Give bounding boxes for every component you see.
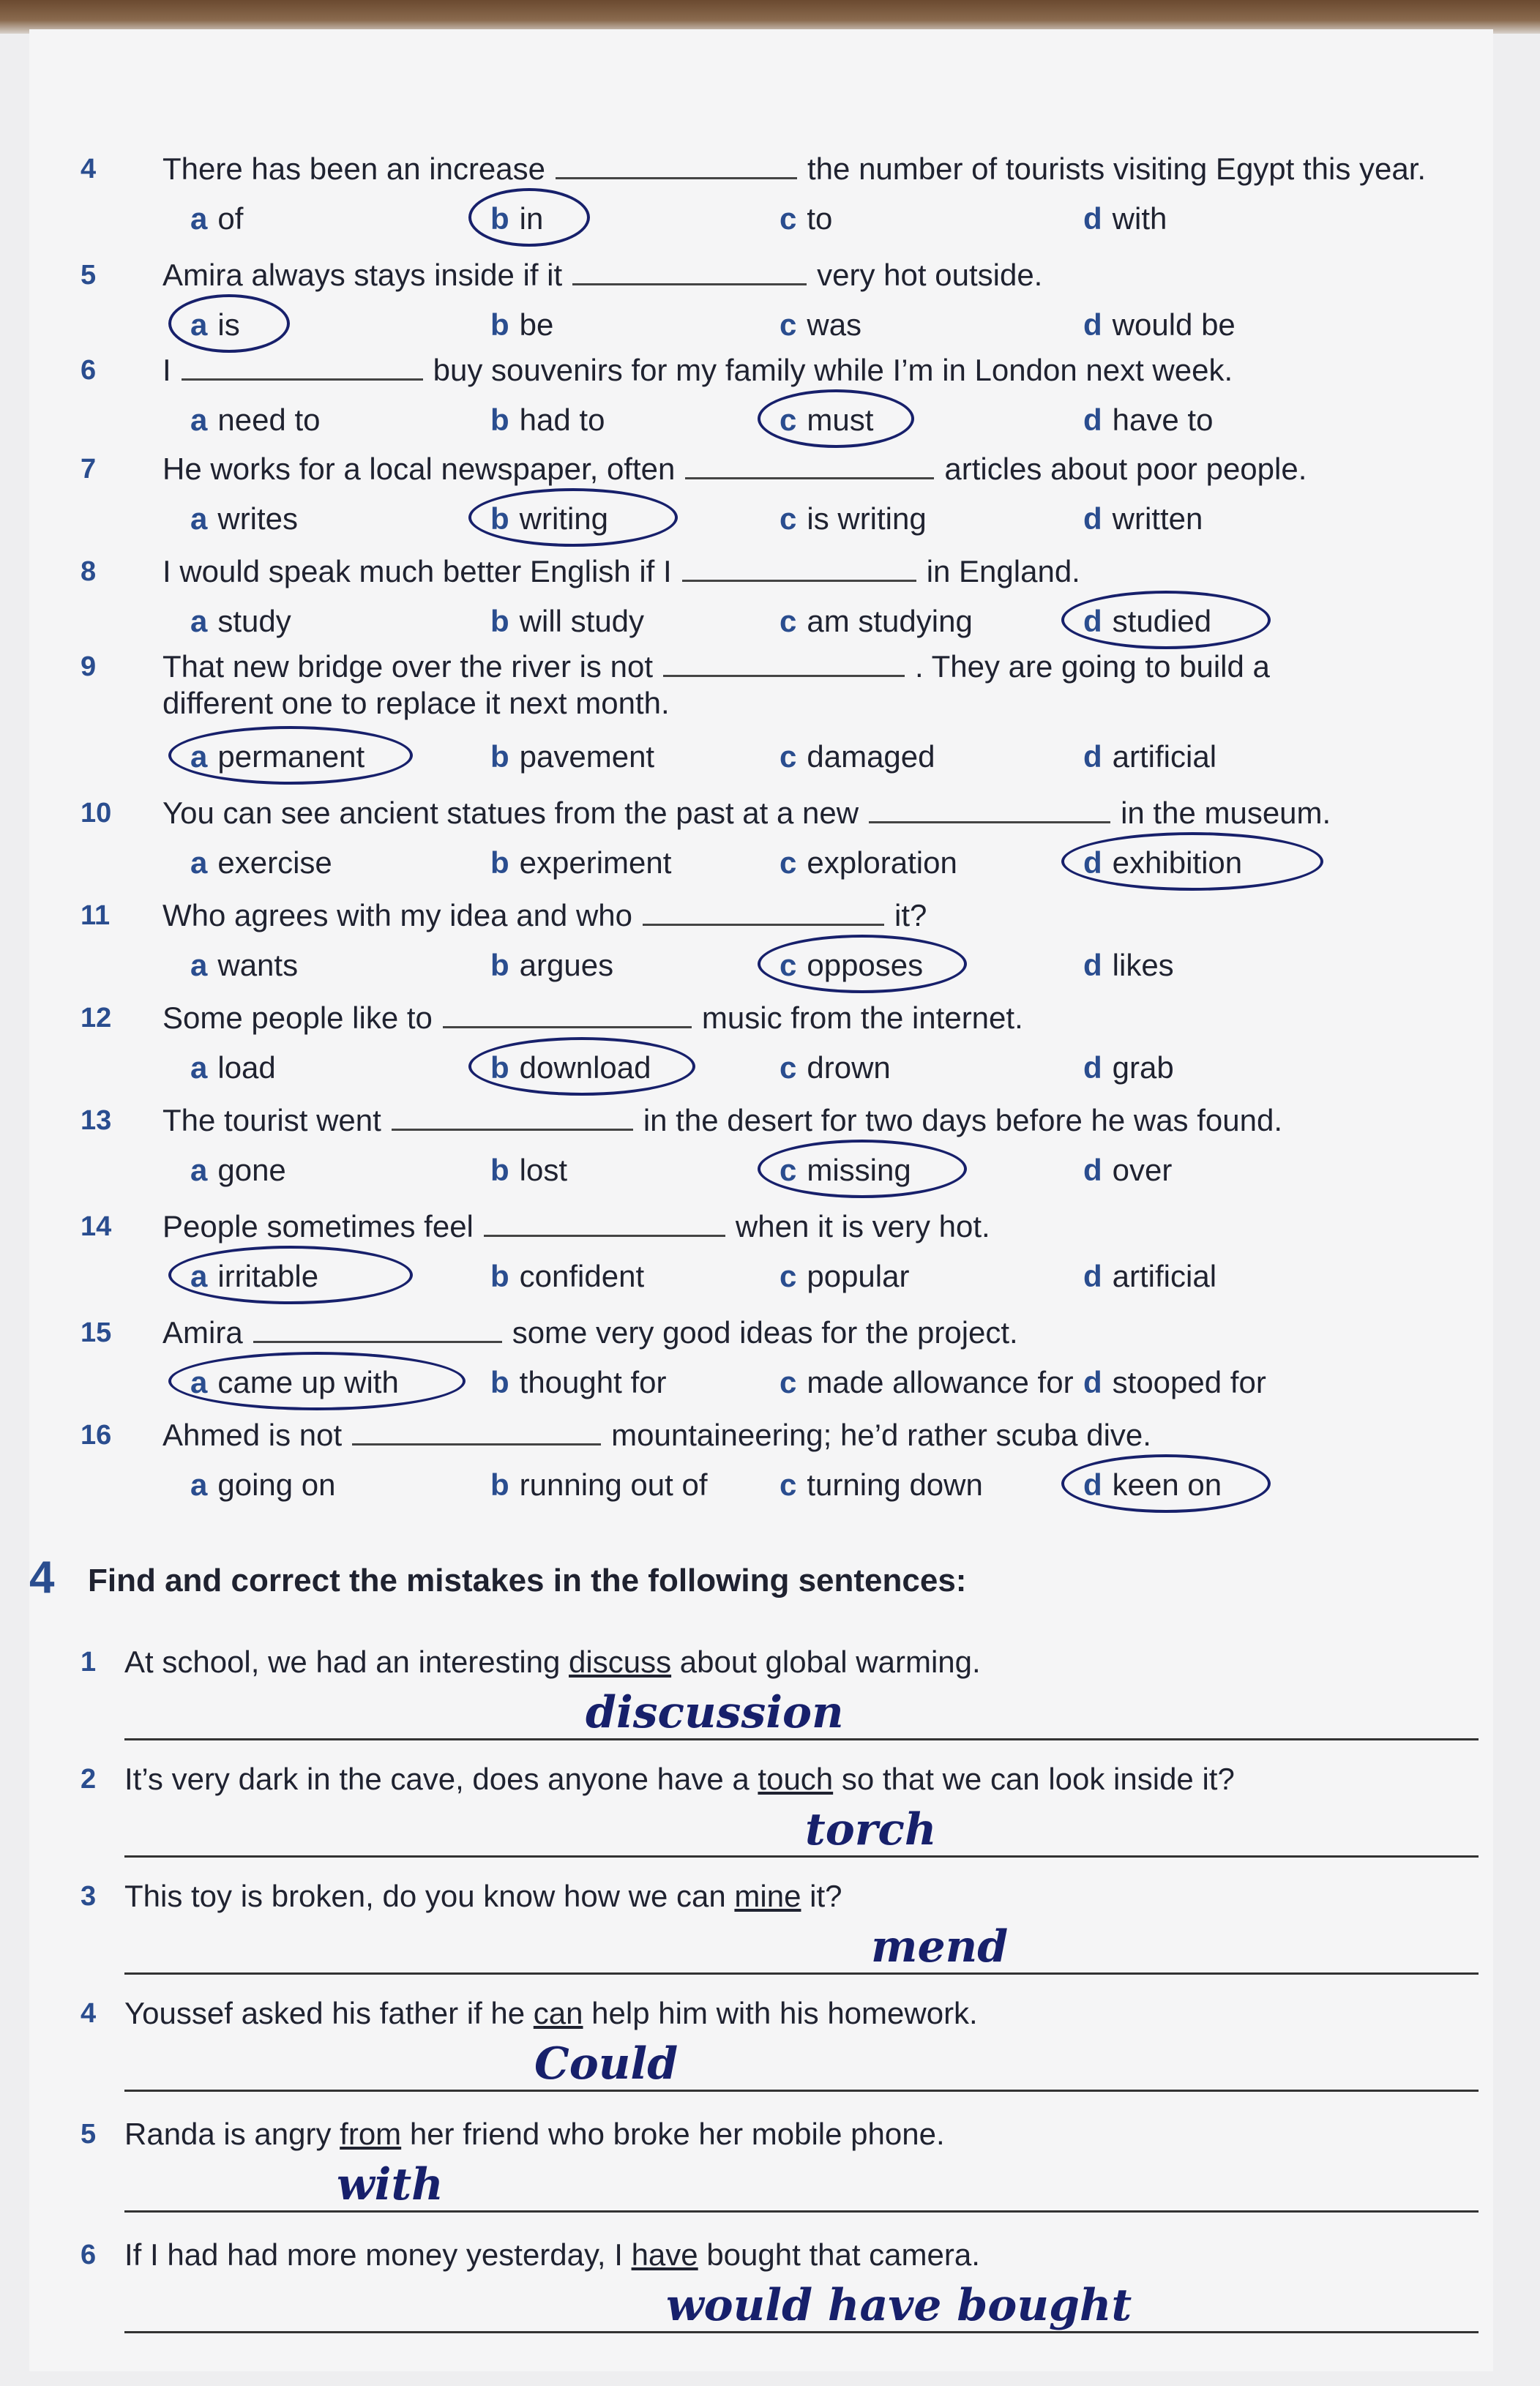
stem-before-blank: Who agrees with my idea and who xyxy=(162,898,632,932)
mistake-word: mine xyxy=(734,1879,801,1913)
option-c[interactable] xyxy=(780,604,973,639)
option-letter: b xyxy=(490,604,509,638)
option-text: download xyxy=(519,1050,651,1085)
stem-before-blank: People sometimes feel xyxy=(162,1209,474,1244)
option-b[interactable] xyxy=(490,739,654,774)
option-b[interactable] xyxy=(490,1467,708,1503)
option-text: made allowance for xyxy=(807,1365,1074,1399)
correction-line[interactable] xyxy=(124,2331,1479,2333)
option-d[interactable] xyxy=(1083,501,1203,536)
option-letter: a xyxy=(190,1365,208,1399)
stem-before-blank: Amira xyxy=(162,1315,243,1350)
stem-before-blank: Some people like to xyxy=(162,1001,433,1035)
option-d[interactable] xyxy=(1083,1050,1174,1085)
option-letter: d xyxy=(1083,948,1102,982)
sentence-text xyxy=(124,1647,981,1678)
question-number: 4 xyxy=(81,154,97,184)
sentence-number: 3 xyxy=(81,1881,97,1912)
option-letter: d xyxy=(1083,201,1102,236)
option-a[interactable] xyxy=(190,845,332,880)
question-number: 5 xyxy=(81,260,97,291)
option-d[interactable] xyxy=(1083,307,1236,343)
option-text: going on xyxy=(217,1467,336,1502)
question-number: 9 xyxy=(81,651,97,682)
option-text: am studying xyxy=(807,604,973,638)
stem-after-blank: music from the internet. xyxy=(701,1001,1023,1035)
option-text: artificial xyxy=(1112,1259,1217,1293)
stem-continuation: different one to replace it next month. xyxy=(162,686,670,720)
option-letter: c xyxy=(780,403,797,437)
question-number: 7 xyxy=(81,454,97,485)
sentence-number: 4 xyxy=(81,1998,97,2029)
section-number: 4 xyxy=(29,1552,55,1603)
handwritten-correction: mend xyxy=(871,1921,1009,1972)
option-letter: c xyxy=(780,1153,797,1187)
option-text: to xyxy=(807,201,833,236)
stem-before-blank: Ahmed is not xyxy=(162,1418,343,1452)
option-text: writing xyxy=(519,501,609,536)
option-text: thought for xyxy=(519,1365,667,1399)
option-text: had to xyxy=(519,403,605,437)
option-text: would be xyxy=(1112,307,1236,342)
question-stem xyxy=(162,798,1331,829)
question-stem xyxy=(162,154,1426,184)
option-text: load xyxy=(217,1050,276,1085)
option-text: must xyxy=(807,403,874,437)
option-letter: c xyxy=(780,201,797,236)
handwritten-correction: would have bought xyxy=(666,2280,1132,2331)
answer-blank[interactable] xyxy=(663,653,905,677)
sentence-number: 5 xyxy=(81,2119,97,2150)
option-text: in xyxy=(519,201,544,236)
option-text: drown xyxy=(807,1050,891,1085)
question-stem xyxy=(162,355,1233,386)
option-text: with xyxy=(1112,201,1167,236)
answer-blank[interactable] xyxy=(484,1213,725,1237)
answer-blank[interactable] xyxy=(643,902,884,926)
option-text: be xyxy=(519,307,554,342)
option-d[interactable] xyxy=(1083,948,1174,983)
answer-blank[interactable] xyxy=(352,1421,601,1446)
stem-after-blank: it? xyxy=(894,898,927,932)
handwritten-correction: with xyxy=(337,2159,444,2210)
sentence-post: so that we can look inside it? xyxy=(833,1762,1235,1796)
question-stem xyxy=(162,1003,1023,1033)
stem-after-blank: in the desert for two days before he was found. xyxy=(643,1103,1282,1137)
option-text: is xyxy=(217,307,240,342)
option-text: exploration xyxy=(807,845,957,880)
option-d[interactable] xyxy=(1083,845,1242,880)
stem-before-blank: He works for a local newspaper, often xyxy=(162,452,676,486)
question-number: 14 xyxy=(81,1211,112,1242)
option-text: of xyxy=(217,201,244,236)
option-letter: a xyxy=(190,403,208,437)
option-c[interactable] xyxy=(780,1259,909,1294)
sentence-text xyxy=(124,2237,980,2272)
option-d[interactable] xyxy=(1083,1259,1216,1294)
sentence-text xyxy=(124,1998,978,2029)
mistake-word: touch xyxy=(758,1762,834,1796)
stem-after-blank: . They are going to build a xyxy=(915,649,1270,684)
sentence-number: 6 xyxy=(81,2240,97,2270)
option-letter: b xyxy=(490,739,509,774)
sentence-number: 2 xyxy=(81,1764,97,1795)
option-text: need to xyxy=(217,403,321,437)
option-letter: b xyxy=(490,403,509,437)
option-letter: d xyxy=(1083,1153,1102,1187)
option-b[interactable] xyxy=(490,501,608,536)
option-letter: b xyxy=(490,845,509,880)
answer-blank[interactable] xyxy=(443,1004,692,1028)
sentence-post: about global warming. xyxy=(671,1645,981,1679)
option-d[interactable] xyxy=(1083,1153,1172,1188)
question-stem xyxy=(162,556,1080,587)
option-letter: d xyxy=(1083,1467,1102,1502)
stem-before-blank: That new bridge over the river is not xyxy=(162,649,653,684)
option-c[interactable] xyxy=(780,201,832,236)
option-text: is writing xyxy=(807,501,927,536)
question-stem xyxy=(162,651,1270,682)
option-letter: c xyxy=(780,501,797,536)
option-letter: a xyxy=(190,739,208,774)
option-text: was xyxy=(807,307,862,342)
option-text: likes xyxy=(1112,948,1174,982)
answer-blank[interactable] xyxy=(556,155,797,179)
option-text: experiment xyxy=(519,845,672,880)
sentence-pre: If I had had more money yesterday, I xyxy=(124,2237,632,2272)
question-number: 8 xyxy=(81,556,97,587)
option-letter: b xyxy=(490,307,509,342)
option-text: turning down xyxy=(807,1467,983,1502)
option-letter: d xyxy=(1083,1050,1102,1085)
option-a[interactable] xyxy=(190,1259,318,1294)
stem-after-blank: buy souvenirs for my family while I’m in London next week. xyxy=(433,353,1233,387)
question-number: 16 xyxy=(81,1420,112,1451)
option-letter: c xyxy=(780,604,797,638)
option-text: confident xyxy=(519,1259,645,1293)
stem-after-blank: mountaineering; he’d rather scuba dive. xyxy=(611,1418,1151,1452)
stem-before-blank: You can see ancient statues from the past at a new xyxy=(162,796,859,830)
worksheet-page xyxy=(29,29,1493,2371)
answer-blank[interactable] xyxy=(253,1319,502,1343)
stem-before-blank: There has been an increase xyxy=(162,152,546,186)
sentence-post: it? xyxy=(801,1879,842,1913)
option-d[interactable] xyxy=(1083,201,1167,236)
option-a[interactable] xyxy=(190,307,240,343)
option-text: study xyxy=(217,604,291,638)
option-text: stooped for xyxy=(1112,1365,1266,1399)
option-c[interactable] xyxy=(780,739,935,774)
question-number: 12 xyxy=(81,1003,112,1033)
option-a[interactable] xyxy=(190,501,298,536)
option-letter: c xyxy=(780,948,797,982)
option-letter: a xyxy=(190,1153,208,1187)
option-letter: a xyxy=(190,1467,208,1502)
option-a[interactable] xyxy=(190,1050,276,1085)
question-stem xyxy=(162,454,1307,485)
answer-blank[interactable] xyxy=(392,1107,633,1131)
option-letter: a xyxy=(190,604,208,638)
answer-blank[interactable] xyxy=(869,799,1110,823)
option-letter: d xyxy=(1083,604,1102,638)
option-a[interactable] xyxy=(190,1365,399,1400)
handwritten-correction: Could xyxy=(534,2038,679,2090)
option-letter: b xyxy=(490,1467,509,1502)
option-text: damaged xyxy=(807,739,935,774)
option-c[interactable] xyxy=(780,1467,983,1503)
option-text: exhibition xyxy=(1112,845,1243,880)
option-d[interactable] xyxy=(1083,739,1216,774)
correction-line[interactable] xyxy=(124,1738,1479,1740)
option-letter: a xyxy=(190,201,208,236)
option-a[interactable] xyxy=(190,948,298,983)
question-stem xyxy=(162,1211,990,1242)
option-a[interactable] xyxy=(190,739,365,774)
stem-after-blank: very hot outside. xyxy=(817,258,1043,292)
stem-before-blank: Amira always stays inside if it xyxy=(162,258,563,292)
option-c[interactable] xyxy=(780,1153,911,1188)
option-text: came up with xyxy=(217,1365,399,1399)
option-text: permanent xyxy=(217,739,365,774)
option-text: gone xyxy=(217,1153,286,1187)
option-letter: d xyxy=(1083,1259,1102,1293)
option-c[interactable] xyxy=(780,1365,1074,1400)
option-text: lost xyxy=(519,1153,568,1187)
option-a[interactable] xyxy=(190,604,291,639)
option-b[interactable] xyxy=(490,845,671,880)
stem-before-blank: The tourist went xyxy=(162,1103,381,1137)
option-letter: d xyxy=(1083,1365,1102,1399)
option-a[interactable] xyxy=(190,1467,336,1503)
question-number: 11 xyxy=(81,900,111,931)
correction-line[interactable] xyxy=(124,2210,1479,2213)
handwritten-correction: torch xyxy=(805,1804,937,1855)
mistake-word: from xyxy=(340,2117,402,2151)
option-letter: c xyxy=(780,1050,797,1085)
option-text: grab xyxy=(1112,1050,1174,1085)
option-c[interactable] xyxy=(780,1050,891,1085)
stem-after-blank: when it is very hot. xyxy=(735,1209,990,1244)
option-letter: c xyxy=(780,1259,797,1293)
option-letter: b xyxy=(490,1050,509,1085)
option-text: popular xyxy=(807,1259,910,1293)
option-text: argues xyxy=(519,948,614,982)
handwritten-correction: discussion xyxy=(586,1687,844,1738)
option-b[interactable] xyxy=(490,403,605,438)
option-text: have to xyxy=(1112,403,1214,437)
option-letter: a xyxy=(190,948,208,982)
option-letter: b xyxy=(490,1153,509,1187)
option-letter: d xyxy=(1083,307,1102,342)
option-letter: c xyxy=(780,1467,797,1502)
option-text: writes xyxy=(217,501,299,536)
option-b[interactable] xyxy=(490,948,613,983)
option-letter: b xyxy=(490,1259,509,1293)
answer-blank[interactable] xyxy=(685,455,934,479)
option-d[interactable] xyxy=(1083,403,1213,438)
option-text: running out of xyxy=(519,1467,708,1502)
option-text: pavement xyxy=(519,739,655,774)
mistake-word: discuss xyxy=(569,1645,672,1679)
option-text: irritable xyxy=(217,1259,319,1293)
question-number: 10 xyxy=(81,798,112,829)
mistake-word: have xyxy=(631,2237,698,2272)
option-letter: c xyxy=(780,739,797,774)
question-stem xyxy=(162,1317,1018,1348)
option-b[interactable] xyxy=(490,1259,644,1294)
option-text: over xyxy=(1112,1153,1173,1187)
stem-after-blank: in the museum. xyxy=(1121,796,1331,830)
option-letter: b xyxy=(490,948,509,982)
correction-line[interactable] xyxy=(124,1855,1479,1858)
option-letter: c xyxy=(780,845,797,880)
option-a[interactable] xyxy=(190,403,321,438)
stem-before-blank: I xyxy=(162,353,171,387)
section-title: Find and correct the mistakes in the following sentences: xyxy=(88,1563,967,1598)
question-number: 15 xyxy=(81,1317,112,1348)
sentence-pre: Randa is angry xyxy=(124,2117,340,2151)
question-stem xyxy=(162,1105,1282,1136)
option-a[interactable] xyxy=(190,201,243,236)
option-c[interactable] xyxy=(780,403,873,438)
correction-line[interactable] xyxy=(124,2090,1479,2092)
option-letter: a xyxy=(190,307,208,342)
stem-after-blank: articles about poor people. xyxy=(944,452,1307,486)
question-number: 6 xyxy=(81,355,97,386)
answer-blank[interactable] xyxy=(182,356,423,381)
option-letter: a xyxy=(190,1259,208,1293)
option-text: written xyxy=(1112,501,1203,536)
sentence-post: bought that camera. xyxy=(698,2237,980,2272)
sentence-pre: Youssef asked his father if he xyxy=(124,1996,534,2030)
option-letter: b xyxy=(490,501,509,536)
sentence-pre: This toy is broken, do you know how we can xyxy=(124,1879,735,1913)
sentence-pre: At school, we had an interesting xyxy=(124,1645,569,1679)
sentence-post: help him with his homework. xyxy=(583,1996,978,2030)
option-c[interactable] xyxy=(780,948,923,983)
stem-after-blank: the number of tourists visiting Egypt this year. xyxy=(807,152,1427,186)
option-text: wants xyxy=(217,948,299,982)
option-letter: a xyxy=(190,1050,208,1085)
option-letter: d xyxy=(1083,403,1102,437)
option-c[interactable] xyxy=(780,307,861,343)
answer-blank[interactable] xyxy=(682,558,916,582)
sentence-text xyxy=(124,2119,945,2150)
option-c[interactable] xyxy=(780,501,927,536)
option-text: exercise xyxy=(217,845,332,880)
option-b[interactable] xyxy=(490,307,553,343)
option-text: artificial xyxy=(1112,739,1217,774)
option-letter: d xyxy=(1083,845,1102,880)
option-a[interactable] xyxy=(190,1153,286,1188)
stem-after-blank: some very good ideas for the project. xyxy=(512,1315,1018,1350)
option-b[interactable] xyxy=(490,1050,651,1085)
option-text: will study xyxy=(519,604,645,638)
option-b[interactable] xyxy=(490,604,644,639)
option-letter: d xyxy=(1083,501,1102,536)
option-d[interactable] xyxy=(1083,1467,1222,1503)
question-stem xyxy=(162,900,927,931)
mistake-word: can xyxy=(533,1996,583,2030)
option-b[interactable] xyxy=(490,1365,666,1400)
sentence-post: her friend who broke her mobile phone. xyxy=(401,2117,945,2151)
option-text: opposes xyxy=(807,948,924,982)
option-letter: b xyxy=(490,1365,509,1399)
option-letter: c xyxy=(780,1365,797,1399)
question-stem xyxy=(162,260,1042,291)
option-c[interactable] xyxy=(780,845,957,880)
correction-line[interactable] xyxy=(124,1972,1479,1975)
option-letter: a xyxy=(190,845,208,880)
question-stem xyxy=(162,1420,1151,1451)
option-text: keen on xyxy=(1112,1467,1222,1502)
option-letter: a xyxy=(190,501,208,536)
option-letter: c xyxy=(780,307,797,342)
stem-before-blank: I would speak much better English if I xyxy=(162,554,672,588)
sentence-text xyxy=(124,1764,1235,1795)
question-number: 13 xyxy=(81,1105,112,1136)
option-b[interactable] xyxy=(490,201,543,236)
answer-blank[interactable] xyxy=(572,261,807,285)
option-d[interactable] xyxy=(1083,1365,1266,1400)
sentence-number: 1 xyxy=(81,1647,97,1678)
sentence-text xyxy=(124,1881,842,1912)
option-b[interactable] xyxy=(490,1153,567,1188)
option-letter: b xyxy=(490,201,509,236)
stem-after-blank: in England. xyxy=(926,554,1080,588)
option-letter: d xyxy=(1083,739,1102,774)
option-text: missing xyxy=(807,1153,911,1187)
option-d[interactable] xyxy=(1083,604,1211,639)
option-text: studied xyxy=(1112,604,1212,638)
sentence-pre: It’s very dark in the cave, does anyone have a xyxy=(124,1762,758,1796)
